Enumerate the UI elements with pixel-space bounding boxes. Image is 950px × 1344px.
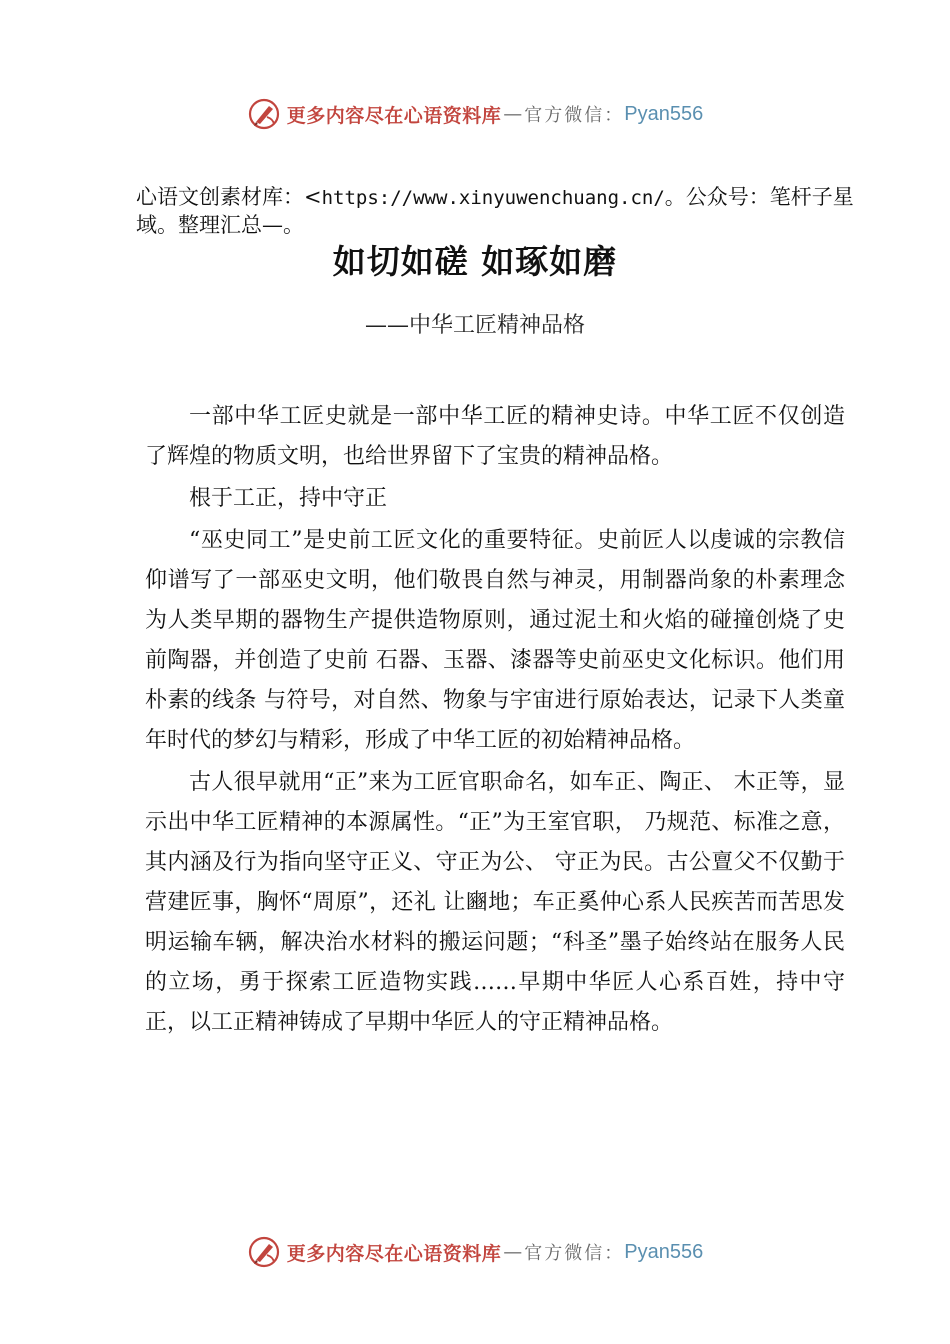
banner-wechat-id: Pyan556 bbox=[624, 102, 704, 125]
banner-wechat-label: 官方微信： bbox=[524, 105, 625, 126]
header-banner bbox=[0, 94, 950, 134]
pen-logo-icon bbox=[247, 97, 281, 131]
pen-logo-icon bbox=[247, 1235, 281, 1269]
source-note-prefix: 心语文创素材库：< bbox=[136, 185, 322, 209]
banner-brand: 更多内容尽在心语资料库 bbox=[286, 1242, 502, 1265]
banner-wechat-label: 官方微信： bbox=[524, 1243, 625, 1264]
banner-separator: — bbox=[503, 103, 523, 125]
source-note-suffix: 。公众号：笔杆子星域。整理汇总—。 bbox=[136, 185, 854, 237]
source-note bbox=[136, 184, 856, 239]
source-note-url[interactable]: https://www.xinyuwenchuang.cn/ bbox=[321, 187, 665, 209]
paragraph: “巫史同工”是史前工匠文化的重要特征。史前匠人以虔诚的宗教信仰谱写了一部巫史文明，他们敬畏自然与神灵，用制器尚象的朴素理念为人类早期的器物生产提供造物原则，通过泥土和火焰的碰撞创烧了史前陶器，并创造了史前 石器、玉器、漆器等史前巫史文化标识。他们用朴素的线条 与符号，对自然、物象与宇宙进行原始表达，记录下人类童 年时代的梦幻与精彩，形成了中华工匠的初始精神品格。 bbox=[145, 528, 845, 753]
banner-brand: 更多内容尽在心语资料库 bbox=[286, 104, 502, 127]
paragraph: 一部中华工匠史就是一部中华工匠的精神史诗。中华工匠不仅创造了辉煌的物质文明，也给世界留下了宝贵的精神品格。 bbox=[145, 404, 845, 469]
paragraph: 古人很早就用“正”来为工匠官职命名，如车正、陶正、 木正等，显示出中华工匠精神的本源属性。“正”为王室官职， 乃规范、标准之意，其内涵及行为指向坚守正义、守正为公、 守正为民。古公亶父不仅勤于营建匠事，胸怀“周原”，还礼 让豳地；车正奚仲心系人民疾苦而苦思发明运输车辆，解决治水材料的搬运问题；“科圣”墨子始终站在服务人民的立场，勇于探索工匠造物实践……早期中华匠人心系百姓，持中守 正，以工正精神铸成了早期中华匠人的守正精神品格。 bbox=[145, 770, 845, 1035]
article-title: 如切如磋 如琢如磨 bbox=[332, 242, 618, 281]
banner-separator: — bbox=[503, 1241, 523, 1263]
section-heading: 根于工正，持中守正 bbox=[189, 486, 388, 511]
footer-banner bbox=[0, 1232, 950, 1272]
article-body bbox=[145, 397, 845, 1043]
banner-wechat-id: Pyan556 bbox=[624, 1240, 704, 1263]
article-subtitle: ——中华工匠精神品格 bbox=[364, 313, 585, 338]
